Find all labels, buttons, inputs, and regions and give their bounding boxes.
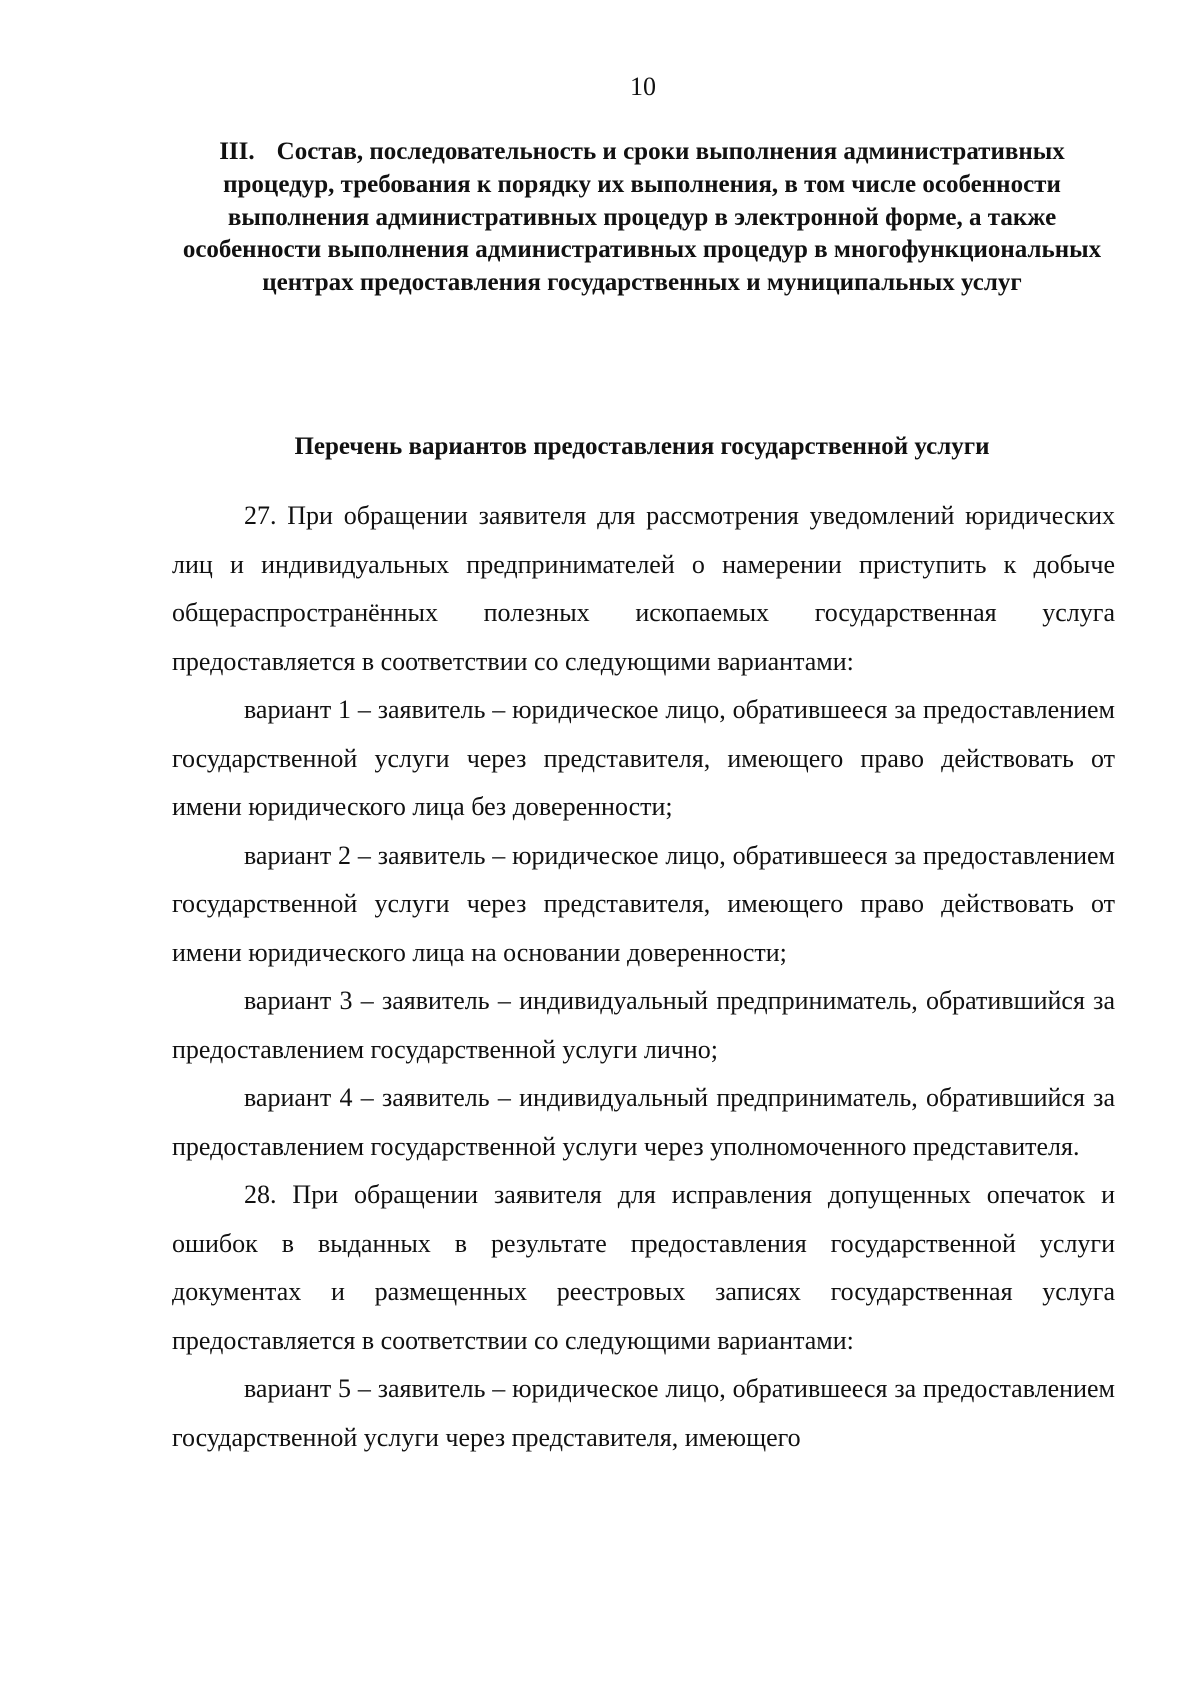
paragraph-28: 28. При обращении заявителя для исправления допущенных опечаток и ошибок в выданных в результате предоставления государственной услуги документах и размещенных реестровых записях государственная услуга предоставляется в соответствии со следующими вариантами: xyxy=(172,1180,1115,1355)
paragraph-27: 27. При обращении заявителя для рассмотрения уведомлений юридических лиц и индивидуальных предпринимателей о намерении приступить к добыче общераспространённых полезных ископаемых государственная услуга предоставляется в соответствии со следующими вариантами: xyxy=(172,501,1115,676)
body-text xyxy=(172,492,1115,1462)
section-heading xyxy=(172,136,1112,300)
paragraph-variant-4: вариант 4 – заявитель – индивидуальный предприниматель, обратившийся за предоставлением государственной услуги через уполномоченного представителя. xyxy=(172,1083,1115,1161)
paragraph-variant-3: вариант 3 – заявитель – индивидуальный предприниматель, обратившийся за предоставлением государственной услуги лично; xyxy=(172,986,1115,1064)
paragraph-variant-2: вариант 2 – заявитель – юридическое лицо, обратившееся за предоставлением государственной услуги через представителя, имеющего право действовать от имени юридического лица на основании доверенности; xyxy=(172,840,1115,967)
paragraph-variant-1: вариант 1 – заявитель – юридическое лицо, обратившееся за предоставлением государственной услуги через представителя, имеющего право действовать от имени юридического лица без доверенности; xyxy=(172,695,1115,821)
subheading-service-variants: Перечень вариантов предоставления государственной услуги xyxy=(294,433,990,460)
section-numeral: III. xyxy=(219,138,255,165)
section-title: Состав, последовательность и сроки выполнения административных процедур, требования к порядку их выполнения, в том числе особенности выполнения административных процедур в электронной форме, а также особенности выполнения административных процедур в многофункциональных центрах предоставления государственных и муниципальных услуг xyxy=(182,138,1102,297)
page-number: 10 xyxy=(630,72,656,101)
paragraph-variant-5: вариант 5 – заявитель – юридическое лицо, обратившееся за предоставлением государственной услуги через представителя, имеющего xyxy=(172,1374,1115,1452)
